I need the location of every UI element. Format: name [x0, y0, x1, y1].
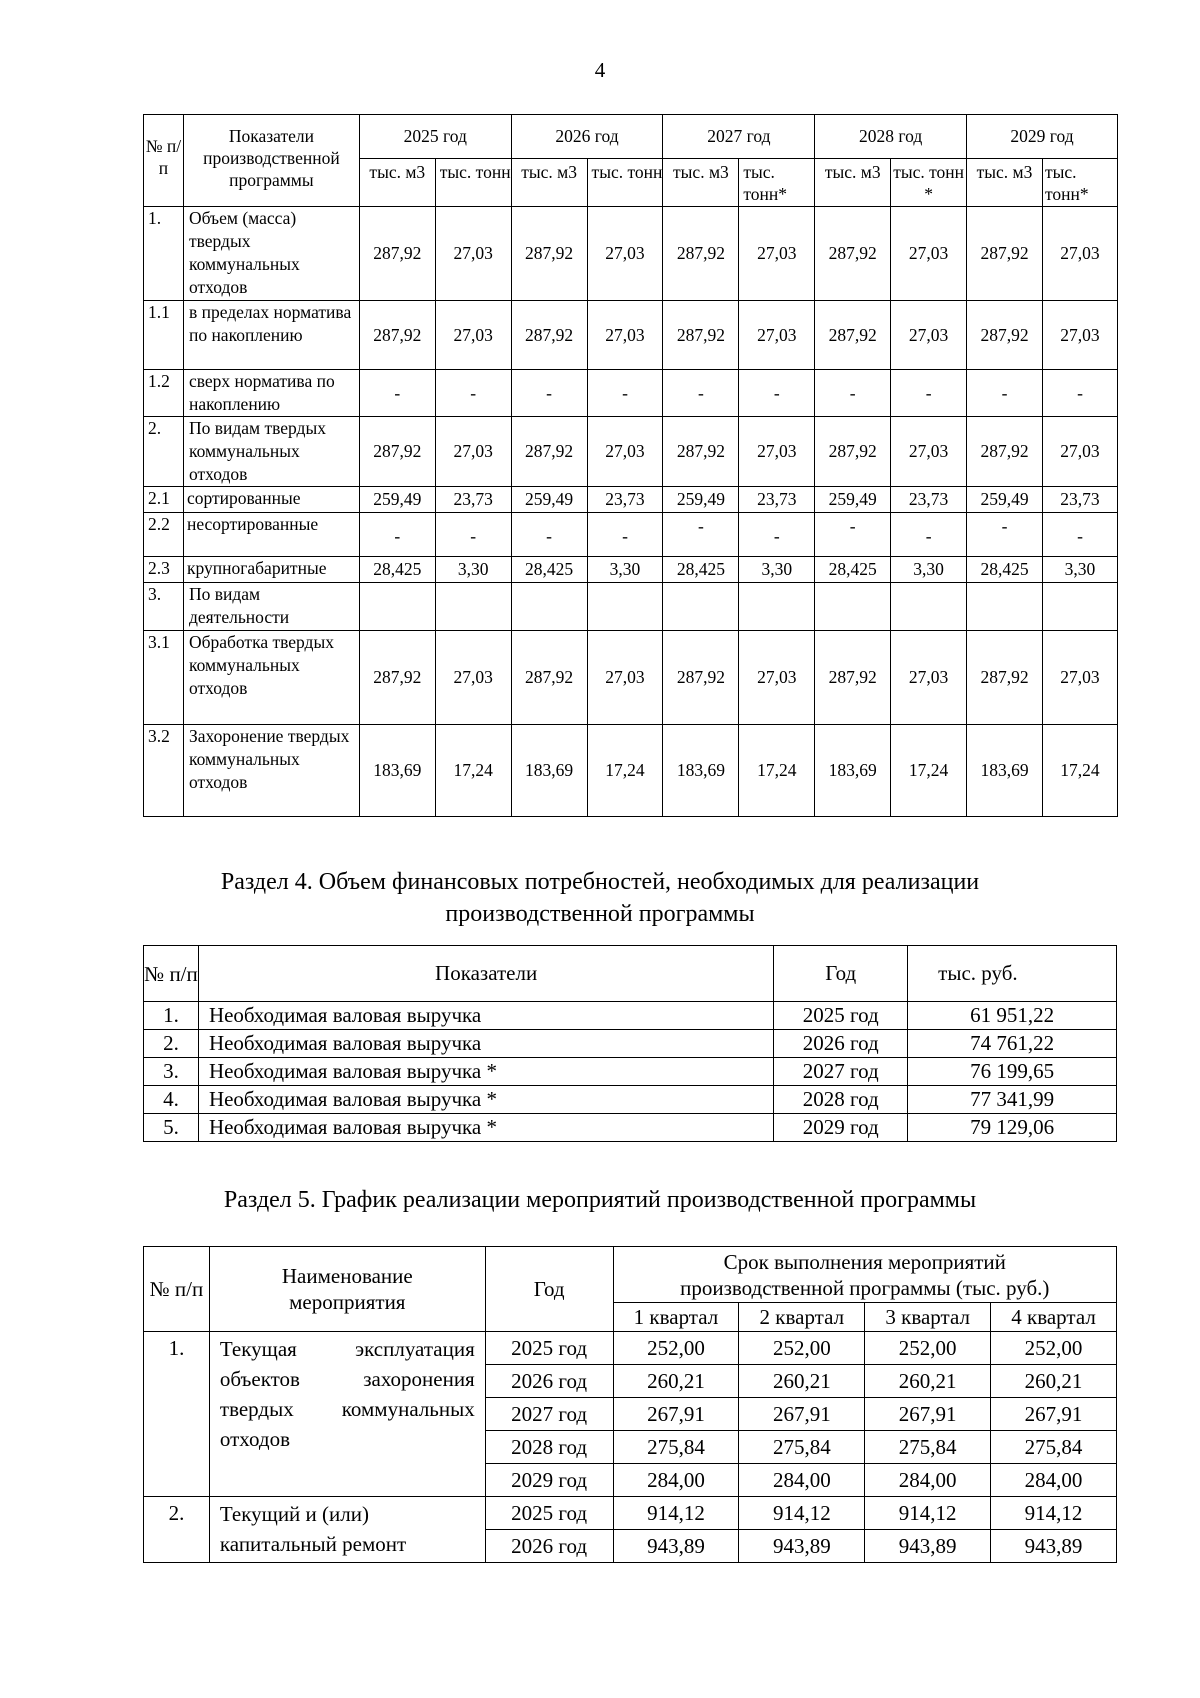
value-cell: 287,92 — [511, 631, 587, 725]
value-cell: - — [891, 370, 967, 417]
row-number: 5. — [144, 1114, 199, 1142]
value-cell: - — [511, 370, 587, 417]
value-cell: 23,73 — [1042, 487, 1117, 513]
value-cell — [359, 583, 435, 631]
value-cell: - — [815, 513, 891, 557]
value-cell: 287,92 — [815, 417, 891, 487]
value-cell: - — [1042, 513, 1117, 557]
value-cell: 259,49 — [967, 487, 1043, 513]
value-cell: 17,24 — [739, 725, 815, 817]
quarter-value: 260,21 — [991, 1365, 1117, 1398]
row-label: Обработка твердых коммунальных отходов — [183, 631, 359, 725]
row-number: 3.2 — [144, 725, 184, 817]
header-unit: тыс. тонн — [587, 159, 663, 207]
row-label: сортированные — [183, 487, 359, 513]
value-cell: 17,24 — [435, 725, 511, 817]
row-amount: 77 341,99 — [908, 1086, 1117, 1114]
row-indicator: Необходимая валовая выручка * — [198, 1086, 773, 1114]
header-unit: тыс. м3 — [663, 159, 739, 207]
value-cell: 183,69 — [967, 725, 1043, 817]
header-unit: тыс. м3 — [511, 159, 587, 207]
header-quarter: 1 квартал — [613, 1303, 739, 1332]
table-row — [144, 1332, 1117, 1365]
row-number: 2. — [144, 1030, 199, 1058]
value-cell: 27,03 — [587, 631, 663, 725]
quarter-value: 284,00 — [865, 1464, 991, 1497]
row-indicator: Необходимая валовая выручка — [198, 1002, 773, 1030]
value-cell: 3,30 — [435, 557, 511, 583]
value-cell: 183,69 — [663, 725, 739, 817]
row-year: 2026 год — [485, 1530, 613, 1563]
header-year: 2029 год — [967, 115, 1118, 159]
value-cell: 287,92 — [663, 417, 739, 487]
value-cell: 3,30 — [739, 557, 815, 583]
quarter-value: 252,00 — [739, 1332, 865, 1365]
row-number: 2. — [144, 417, 184, 487]
value-cell: 23,73 — [587, 487, 663, 513]
table-row — [144, 1497, 1117, 1530]
value-cell: 27,03 — [739, 631, 815, 725]
value-cell: 287,92 — [967, 631, 1043, 725]
row-amount: 74 761,22 — [908, 1030, 1117, 1058]
value-cell: - — [739, 513, 815, 557]
value-cell — [967, 583, 1043, 631]
value-cell: 3,30 — [891, 557, 967, 583]
value-cell: 27,03 — [587, 301, 663, 370]
value-cell: 17,24 — [891, 725, 967, 817]
row-indicator: Необходимая валовая выручка * — [198, 1058, 773, 1086]
value-cell: 287,92 — [663, 631, 739, 725]
quarter-value: 267,91 — [991, 1398, 1117, 1431]
header-year: Год — [485, 1247, 613, 1332]
table-row — [144, 487, 1118, 513]
header-name: Наименование мероприятия — [209, 1247, 485, 1332]
value-cell: 27,03 — [587, 207, 663, 301]
row-indicator: Необходимая валовая выручка — [198, 1030, 773, 1058]
item-number: 2. — [144, 1497, 210, 1563]
value-cell: 287,92 — [511, 301, 587, 370]
header-year: 2027 год — [663, 115, 815, 159]
row-year: 2029 год — [485, 1464, 613, 1497]
row-amount: 76 199,65 — [908, 1058, 1117, 1086]
value-cell: - — [359, 513, 435, 557]
value-cell: 287,92 — [511, 207, 587, 301]
row-year: 2027 год — [774, 1058, 908, 1086]
header-num: № п/п — [144, 946, 199, 1002]
production-indicators-table — [143, 114, 1118, 817]
row-amount: 79 129,06 — [908, 1114, 1117, 1142]
quarter-value: 275,84 — [865, 1431, 991, 1464]
value-cell: - — [587, 370, 663, 417]
value-cell: - — [739, 370, 815, 417]
value-cell — [435, 583, 511, 631]
quarter-value: 943,89 — [991, 1530, 1117, 1563]
header-num: № п/п — [144, 115, 184, 207]
quarter-value: 284,00 — [613, 1464, 739, 1497]
quarter-value: 252,00 — [613, 1332, 739, 1365]
row-number: 1.2 — [144, 370, 184, 417]
value-cell: 27,03 — [435, 207, 511, 301]
value-cell: 287,92 — [967, 417, 1043, 487]
row-number: 2.2 — [144, 513, 184, 557]
value-cell: 27,03 — [739, 207, 815, 301]
quarter-value: 284,00 — [739, 1464, 865, 1497]
value-cell: 27,03 — [435, 301, 511, 370]
header-term: Срок выполнения мероприятий производственной программы (тыс. руб.) — [613, 1247, 1116, 1303]
value-cell: 183,69 — [815, 725, 891, 817]
row-label: несортированные — [183, 513, 359, 557]
header-unit: тыс. тонн * — [891, 159, 967, 207]
value-cell: 28,425 — [663, 557, 739, 583]
section4-title: Раздел 4. Объем финансовых потребностей, необходимых для реализации производственной программы — [220, 869, 980, 927]
value-cell: 287,92 — [663, 207, 739, 301]
header-year: 2026 год — [511, 115, 663, 159]
table-row — [144, 370, 1118, 417]
row-indicator: Необходимая валовая выручка * — [198, 1114, 773, 1142]
value-cell: 287,92 — [815, 631, 891, 725]
header-unit: тыс. м3 — [815, 159, 891, 207]
table-row — [144, 1030, 1117, 1058]
value-cell: 287,92 — [815, 301, 891, 370]
row-year: 2025 год — [774, 1002, 908, 1030]
value-cell: 23,73 — [739, 487, 815, 513]
row-label: крупногабаритные — [183, 557, 359, 583]
value-cell: 27,03 — [739, 417, 815, 487]
row-year: 2025 год — [485, 1497, 613, 1530]
value-cell: 27,03 — [1042, 417, 1117, 487]
table-row — [144, 207, 1118, 301]
value-cell: - — [511, 513, 587, 557]
value-cell: 287,92 — [967, 301, 1043, 370]
row-year: 2028 год — [774, 1086, 908, 1114]
table-row — [144, 725, 1118, 817]
quarter-value: 943,89 — [613, 1530, 739, 1563]
row-label: Объем (масса) твердых коммунальных отходов — [183, 207, 359, 301]
quarter-value: 943,89 — [739, 1530, 865, 1563]
value-cell: 17,24 — [587, 725, 663, 817]
financial-needs-table — [143, 945, 1117, 1142]
value-cell: - — [435, 370, 511, 417]
row-number: 1.1 — [144, 301, 184, 370]
quarter-value: 914,12 — [739, 1497, 865, 1530]
value-cell: 28,425 — [815, 557, 891, 583]
value-cell: 27,03 — [1042, 631, 1117, 725]
value-cell: - — [891, 513, 967, 557]
value-cell: 183,69 — [359, 725, 435, 817]
value-cell: 3,30 — [587, 557, 663, 583]
value-cell: 27,03 — [435, 631, 511, 725]
value-cell: 259,49 — [511, 487, 587, 513]
header-amount: тыс. руб. — [908, 946, 1117, 1002]
quarter-value: 914,12 — [865, 1497, 991, 1530]
row-number: 3.1 — [144, 631, 184, 725]
row-number: 4. — [144, 1086, 199, 1114]
value-cell: 259,49 — [815, 487, 891, 513]
value-cell: 27,03 — [739, 301, 815, 370]
row-number: 1. — [144, 1002, 199, 1030]
value-cell: - — [815, 370, 891, 417]
header-unit: тыс. м3 — [359, 159, 435, 207]
item-name: Текущая эксплуатация объектов захоронения твердых коммунальных отходов — [209, 1332, 485, 1497]
quarter-value: 284,00 — [991, 1464, 1117, 1497]
row-year: 2025 год — [485, 1332, 613, 1365]
header-quarter: 3 квартал — [865, 1303, 991, 1332]
row-year: 2026 год — [774, 1030, 908, 1058]
header-num: № п/п — [144, 1247, 210, 1332]
quarter-value: 914,12 — [991, 1497, 1117, 1530]
item-number: 1. — [144, 1332, 210, 1497]
table-row — [144, 301, 1118, 370]
row-year: 2026 год — [485, 1365, 613, 1398]
row-label: По видам твердых коммунальных отходов — [183, 417, 359, 487]
table-row — [144, 631, 1118, 725]
header-quarter: 2 квартал — [739, 1303, 865, 1332]
value-cell — [815, 583, 891, 631]
value-cell: 28,425 — [511, 557, 587, 583]
header-year: 2025 год — [359, 115, 511, 159]
value-cell: 17,24 — [1042, 725, 1117, 817]
table-row — [144, 513, 1118, 557]
header-unit: тыс. тонн* — [739, 159, 815, 207]
value-cell: - — [663, 513, 739, 557]
quarter-value: 914,12 — [613, 1497, 739, 1530]
quarter-value: 275,84 — [739, 1431, 865, 1464]
value-cell: - — [359, 370, 435, 417]
quarter-value: 275,84 — [991, 1431, 1117, 1464]
value-cell: 287,92 — [967, 207, 1043, 301]
value-cell — [739, 583, 815, 631]
row-number: 3. — [144, 1058, 199, 1086]
table-row — [144, 1114, 1117, 1142]
table-row — [144, 557, 1118, 583]
value-cell: 183,69 — [511, 725, 587, 817]
row-label: в пределах норматива по накоплению — [183, 301, 359, 370]
value-cell: - — [587, 513, 663, 557]
row-label: Захоронение твердых коммунальных отходов — [183, 725, 359, 817]
quarter-value: 275,84 — [613, 1431, 739, 1464]
row-amount: 61 951,22 — [908, 1002, 1117, 1030]
value-cell: 27,03 — [435, 417, 511, 487]
value-cell: 27,03 — [891, 417, 967, 487]
value-cell: 3,30 — [1042, 557, 1117, 583]
value-cell — [587, 583, 663, 631]
table-row — [144, 417, 1118, 487]
value-cell: 287,92 — [359, 301, 435, 370]
header-unit: тыс. м3 — [967, 159, 1043, 207]
value-cell: 27,03 — [891, 207, 967, 301]
table-row — [144, 1086, 1117, 1114]
value-cell: 287,92 — [511, 417, 587, 487]
value-cell: 27,03 — [891, 631, 967, 725]
quarter-value: 267,91 — [865, 1398, 991, 1431]
value-cell: 287,92 — [359, 417, 435, 487]
section5-title: Раздел 5. График реализации мероприятий производственной программы — [223, 1187, 977, 1213]
row-label: сверх норматива по накоплению — [183, 370, 359, 417]
value-cell: - — [435, 513, 511, 557]
value-cell: 287,92 — [815, 207, 891, 301]
row-year: 2027 год — [485, 1398, 613, 1431]
header-indicator: Показатели производственной программы — [183, 115, 359, 207]
row-label: По видам деятельности — [183, 583, 359, 631]
quarter-value: 943,89 — [865, 1530, 991, 1563]
header-unit: тыс. тонн* — [1042, 159, 1117, 207]
quarter-value: 260,21 — [739, 1365, 865, 1398]
item-name: Текущий и (или) капитальный ремонт — [209, 1497, 485, 1563]
header-year: 2028 год — [815, 115, 967, 159]
value-cell — [891, 583, 967, 631]
header-year: Год — [774, 946, 908, 1002]
value-cell: 287,92 — [663, 301, 739, 370]
value-cell: 287,92 — [359, 207, 435, 301]
value-cell: 28,425 — [359, 557, 435, 583]
header-unit: тыс. тонн — [435, 159, 511, 207]
quarter-value: 260,21 — [613, 1365, 739, 1398]
value-cell: 259,49 — [359, 487, 435, 513]
value-cell: 27,03 — [1042, 301, 1117, 370]
value-cell: - — [967, 513, 1043, 557]
table-row — [144, 583, 1118, 631]
table-row — [144, 1002, 1117, 1030]
value-cell — [663, 583, 739, 631]
value-cell: - — [663, 370, 739, 417]
value-cell: 27,03 — [891, 301, 967, 370]
row-number: 2.3 — [144, 557, 184, 583]
quarter-value: 252,00 — [991, 1332, 1117, 1365]
value-cell: 27,03 — [1042, 207, 1117, 301]
value-cell: 28,425 — [967, 557, 1043, 583]
row-year: 2028 год — [485, 1431, 613, 1464]
row-number: 2.1 — [144, 487, 184, 513]
row-number: 1. — [144, 207, 184, 301]
value-cell — [511, 583, 587, 631]
page-number: 4 — [594, 58, 606, 82]
header-quarter: 4 квартал — [991, 1303, 1117, 1332]
table-row — [144, 1058, 1117, 1086]
value-cell: 287,92 — [359, 631, 435, 725]
quarter-value: 267,91 — [613, 1398, 739, 1431]
schedule-table — [143, 1246, 1117, 1563]
value-cell: 23,73 — [435, 487, 511, 513]
header-indicator: Показатели — [198, 946, 773, 1002]
quarter-value: 267,91 — [739, 1398, 865, 1431]
value-cell: 23,73 — [891, 487, 967, 513]
value-cell: 259,49 — [663, 487, 739, 513]
quarter-value: 252,00 — [865, 1332, 991, 1365]
value-cell — [1042, 583, 1117, 631]
value-cell: - — [967, 370, 1043, 417]
value-cell: 27,03 — [587, 417, 663, 487]
value-cell: - — [1042, 370, 1117, 417]
quarter-value: 260,21 — [865, 1365, 991, 1398]
row-year: 2029 год — [774, 1114, 908, 1142]
row-number: 3. — [144, 583, 184, 631]
